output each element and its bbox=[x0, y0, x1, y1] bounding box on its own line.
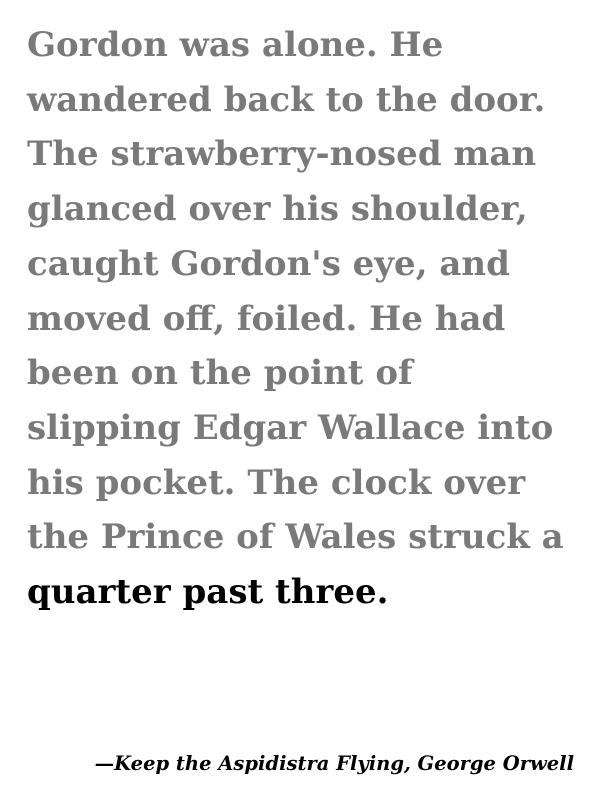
quote-passage bbox=[27, 18, 587, 620]
quote-line: moved off, foiled. He had bbox=[27, 298, 506, 339]
quote-line: caught Gordon's eye, and bbox=[27, 243, 510, 284]
attribution: —Keep the Aspidistra Flying, George Orwell bbox=[94, 752, 574, 775]
quote-line: glanced over his shoulder, bbox=[27, 189, 528, 230]
quote-line: The strawberry-nosed man bbox=[27, 134, 537, 175]
quote-line: his pocket. The clock over bbox=[27, 462, 526, 503]
quote-line: Gordon was alone. He bbox=[27, 25, 444, 65]
quote-line: been on the point of bbox=[27, 353, 413, 394]
quote-line: the Prince of Wales struck a bbox=[27, 517, 564, 558]
quote-line: wandered back to the door. bbox=[27, 79, 546, 120]
quote-highlight: quarter past three. bbox=[27, 572, 389, 613]
quote-line: slipping Edgar Wallace into bbox=[27, 407, 554, 448]
